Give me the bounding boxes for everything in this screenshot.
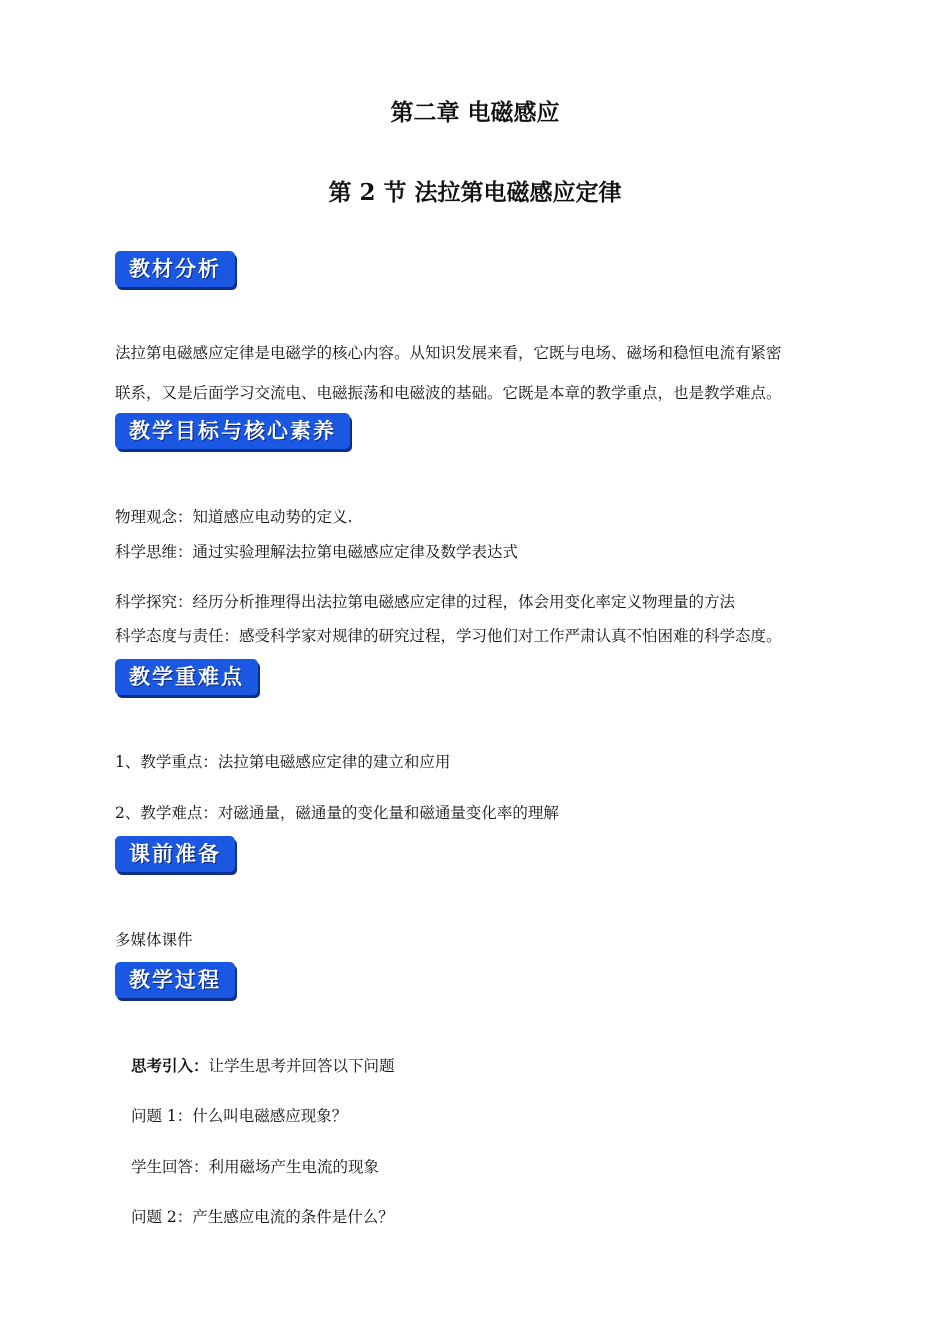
process-line-3: 问题 2：产生感应电流的条件是什么？: [131, 1207, 394, 1226]
section-badge-analysis: 教材分析: [115, 251, 235, 287]
objective-line-4: 科学态度与责任：感受科学家对规律的研究过程，学习他们对工作严肃认真不怕困难的科学态度。: [115, 626, 782, 645]
analysis-line-2: 联系，又是后面学习交流电、电磁振荡和电磁波的基础。它既是本章的教学重点，也是教学难点。: [115, 383, 782, 402]
process-line-2: 学生回答：利用磁场产生电流的现象: [131, 1157, 380, 1176]
section-badge-objectives: 教学目标与核心素养: [115, 413, 350, 449]
objective-line-3: 科学探究：经历分析推理得出法拉第电磁感应定律的过程，体会用变化率定义物理量的方法: [115, 592, 736, 611]
process-intro: [131, 1055, 395, 1077]
objective-line-1: 物理观念：知道感应电动势的定义.: [115, 507, 353, 526]
process-intro-text: 让学生思考并回答以下问题: [208, 1056, 395, 1075]
key-point-line-1: 1、教学重点：法拉第电磁感应定律的建立和应用: [115, 752, 451, 771]
section-badge-preparation: 课前准备: [115, 836, 235, 872]
process-line-1: 问题 1：什么叫电磁感应现象？: [131, 1106, 348, 1125]
chapter-title: 第二章 电磁感应: [390, 99, 560, 126]
key-point-line-2: 2、教学难点：对磁通量，磁通量的变化量和磁通量变化率的理解: [115, 803, 559, 822]
section-badge-process: 教学过程: [115, 962, 235, 998]
process-intro-label: 思考引入：: [131, 1055, 209, 1075]
analysis-line-1: 法拉第电磁感应定律是电磁学的核心内容。从知识发展来看，它既与电场、磁场和稳恒电流有紧密: [115, 343, 782, 362]
objective-line-2: 科学思维：通过实验理解法拉第电磁感应定律及数学表达式: [115, 542, 519, 561]
preparation-line-1: 多媒体课件: [115, 930, 193, 949]
section-title: 第 2 节 法拉第电磁感应定律: [328, 179, 622, 206]
section-badge-key-points: 教学重难点: [115, 659, 258, 695]
